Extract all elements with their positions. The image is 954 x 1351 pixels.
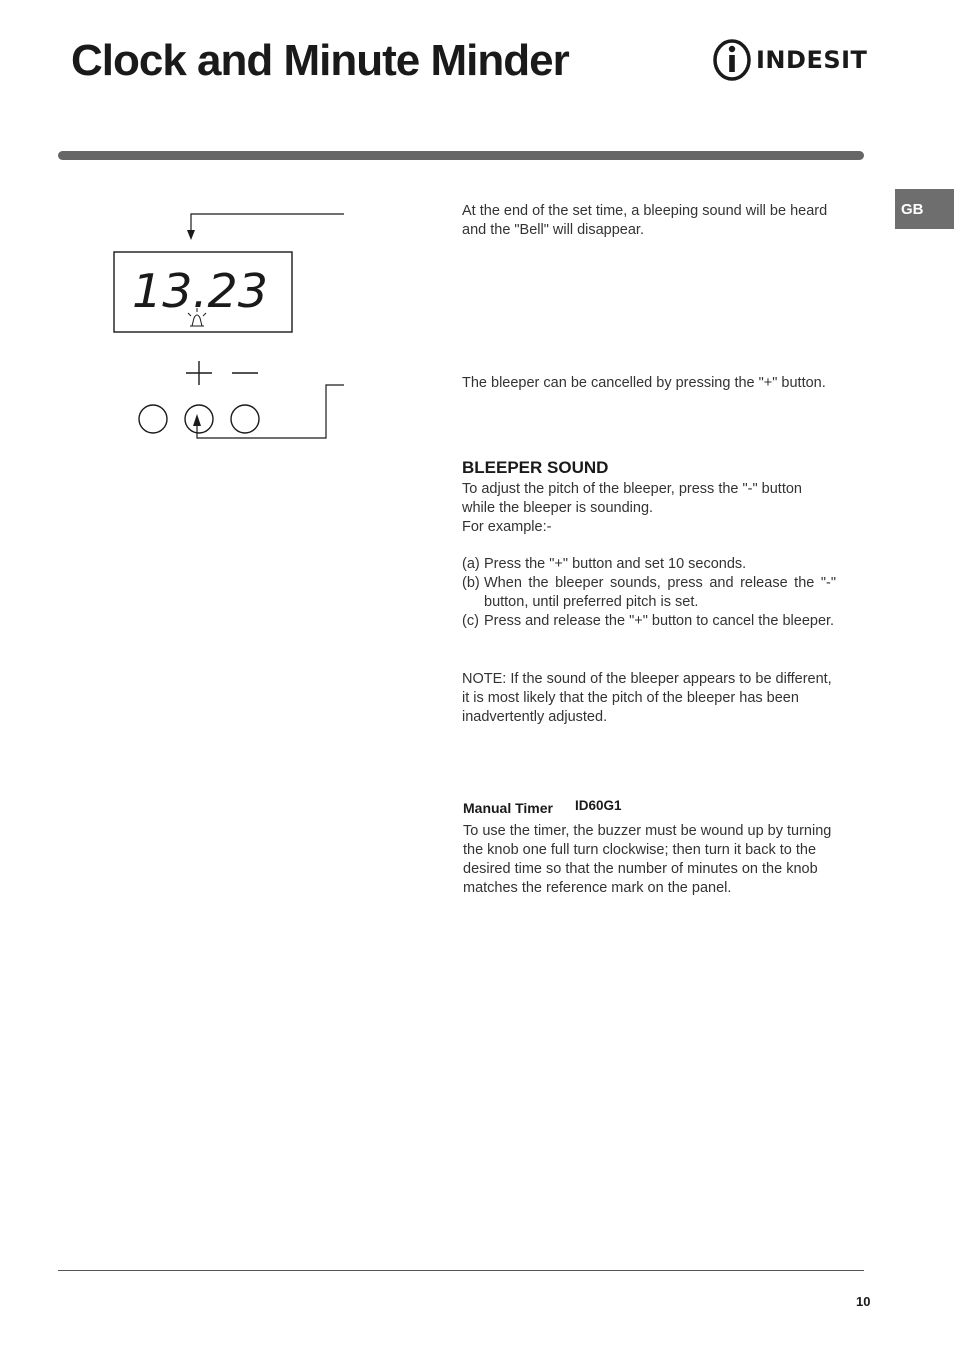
page-number: 10 — [856, 1294, 871, 1309]
step-label: (b) — [462, 575, 480, 591]
list-item — [462, 574, 836, 612]
bleeper-note: NOTE: If the sound of the bleeper appears to be different, it is most likely that the pitch of the bleeper has been inadvertently adjusted. — [462, 671, 832, 725]
step-label: (a) — [462, 556, 480, 572]
language-tab: GB — [895, 189, 954, 229]
manual-timer-body: To use the timer, the buzzer must be wound up by turning the knob one full turn clockwise; then turn it back to the desired time so that the number of minutes on the knob matches the reference mark on the panel. — [463, 823, 832, 896]
indesit-i-icon — [712, 38, 752, 82]
button-left — [139, 405, 167, 433]
bleeper-sound-heading: BLEEPER SOUND — [462, 458, 609, 477]
manual-timer-heading — [463, 800, 622, 816]
brand-logo — [712, 38, 867, 82]
model-code: ID60G1 — [575, 798, 622, 813]
cancel-paragraph: The bleeper can be cancelled by pressing the "+" button. — [462, 375, 826, 391]
step-text: Press and release the "+" button to cancel the bleeper. — [484, 613, 835, 629]
list-item — [462, 555, 836, 574]
arrow-to-display — [191, 214, 344, 232]
bleeper-sound-body — [462, 480, 836, 631]
step-label: (c) — [462, 613, 479, 629]
manual-timer-title: Manual Timer — [463, 800, 553, 816]
footer-divider — [58, 1270, 864, 1271]
arrow-to-plus-button — [197, 385, 344, 438]
bleeper-intro: To adjust the pitch of the bleeper, press the "-" button while the bleeper is sounding. — [462, 481, 802, 516]
bleeper-steps — [462, 555, 836, 631]
display-time: 13.23 — [132, 264, 268, 318]
clock-display-diagram — [0, 0, 460, 460]
end-of-time-paragraph: At the end of the set time, a bleeping sound will be heard and the "Bell" will disappear. — [462, 203, 828, 238]
step-text: Press the "+" button and set 10 seconds. — [484, 556, 747, 572]
brand-name: INDESIT — [756, 46, 868, 74]
button-minus — [231, 405, 259, 433]
plus-symbol — [186, 361, 212, 385]
page-title: Clock and Minute Minder — [71, 36, 569, 85]
list-item — [462, 612, 836, 631]
step-text: When the bleeper sounds, press and release the "-" button, until preferred pitch is set. — [484, 575, 836, 610]
bleeper-example: For example:- — [462, 519, 552, 535]
